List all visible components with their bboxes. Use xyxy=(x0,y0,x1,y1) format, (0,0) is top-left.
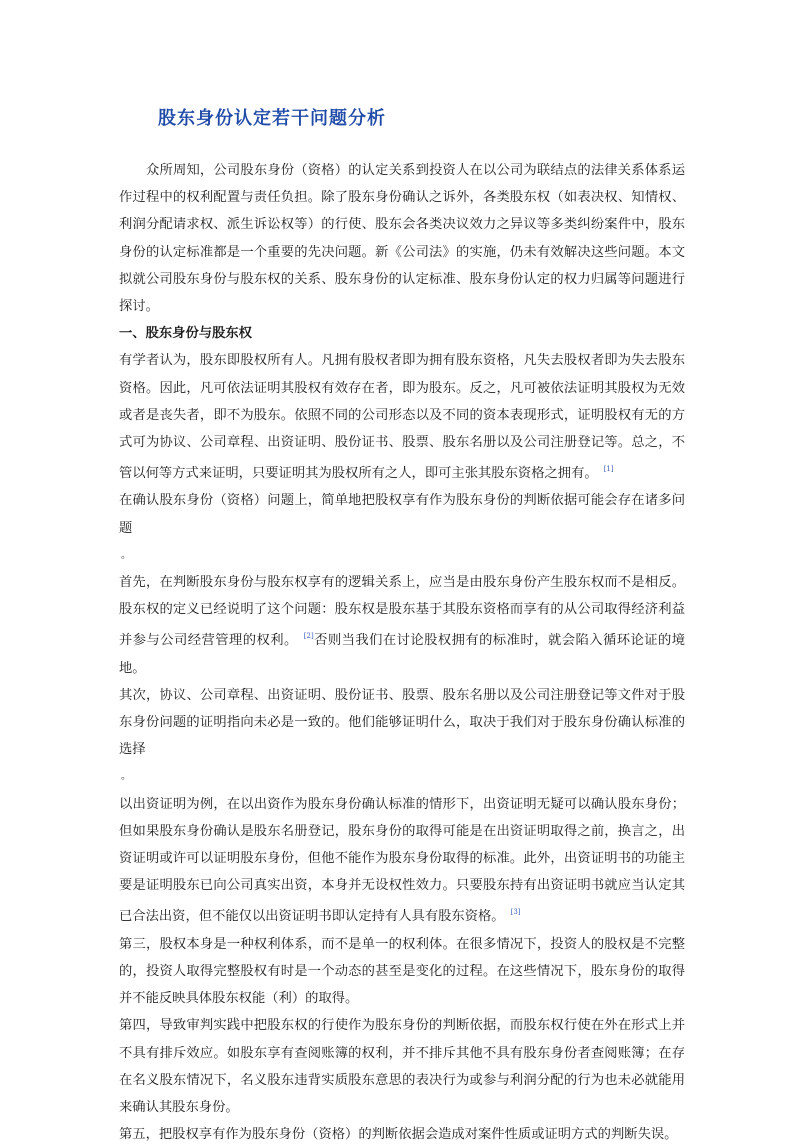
reference-marker-1[interactable]: [1] xyxy=(603,465,614,474)
paragraph-2 xyxy=(119,487,685,569)
intro-paragraph: 众所周知，公司股东身份（资格）的认定关系到投资人在以公司为联结点的法律关系体系运作过程中的权利配置与责任负担。除了股东身份确认之诉外，各类股东权（如表决权、知情权、利润分配请求权、派生诉讼权等）的行使、股东会各类决议效力之异议等多类纠纷案件中，股东身份的认定标准都是一个重要的先决问题。新《公司法》的实施，仍未有效解决这些问题。本文拟就公司股东身份与股东权的关系、股东身份的认定标准、股东身份认定的权力归属等问题进行探讨。 xyxy=(119,163,685,315)
paragraph-1 xyxy=(119,347,685,487)
paragraph-end-mark: 。 xyxy=(121,549,131,561)
paragraph-text: 在确认股东身份（资格）问题上，简单地把股权享有作为股东身份的判断依据可能会存在诸多问题 xyxy=(119,493,685,536)
reference-marker-3[interactable]: [3] xyxy=(510,908,521,917)
paragraph-4 xyxy=(119,682,685,791)
paragraph-text: 其次，协议、公司章程、出资证明、股份证书、股票、股东名册以及公司注册登记等文件对于股东身份问题的证明指向未必是一致的。他们能够证明什么，取决于我们对于股东身份确认标准的选择 xyxy=(119,687,685,758)
paragraph-8: 第五，把股权享有作为股东身份（资格）的判断依据会造成对案件性质或证明方式的判断失误。 xyxy=(119,1127,678,1143)
paragraph-end-mark: 。 xyxy=(121,771,131,783)
paragraph-text: 以出资证明为例，在以出资作为股东身份确认标准的情形下，出资证明无疑可以确认股东身份；但如果股东身份确认是股东名册登记，股东身份的取得可能是在出资证明取得之前，换言之，出资证明或许可以证明股东身份，但他不能作为股东身份取得的标准。此外，出资证明书的功能主要是证明股东已向公司真实出资，本身并无设权性效力。只要股东持有出资证明书就应当认定其已合法出资，但不能仅以出资证明书即认定持有人具有股东资格。 xyxy=(119,796,685,925)
document-title: 股东身份认定若干问题分析 xyxy=(158,108,386,129)
paragraph-text: 有学者认为，股东即股权所有人。凡拥有股权者即为拥有股东资格，凡失去股权者即为失去股东资格。因此，凡可依法证明其股权有效存在者，即为股东。反之，凡可被依法证明其股权为无效或者是丧失者，即不为股东。依照不同的公司形态以及不同的资本表现形式，证明股权有无的方式可为协议、公司章程、出资证明、股份证书、股票、股东名册以及公司注册登记等。总之，不管以何等方式来证明，只要证明其为股权所有之人，即可主张其股东资格之拥有。 xyxy=(119,353,685,482)
paragraph-3 xyxy=(119,569,685,682)
document-body xyxy=(119,157,685,1148)
paragraph-5 xyxy=(119,791,685,931)
section-heading: 一、股东身份与股东权 xyxy=(119,326,252,342)
paragraph-7: 第四，导致审判实践中把股东权的行使作为股东身份的判断依据，而股东权行使在外在形式上并不具有排斥效应。如股东享有查阅账簿的权利，并不排斥其他不具有股东身份者查阅账簿；在存在名义股东情况下，名义股东违背实质股东意思的表决行为或参与利润分配的行为也未必就能用来确认其股东身份。 xyxy=(119,1018,685,1115)
paragraph-text: 首先，在判断股东身份与股东权享有的逻辑关系上，应当是由股东身份产生股东权而不是相反。股东权的定义已经说明了这个问题：股东权是股东基于其股东资格而享有的从公司取得经济利益并参与公司经营管理的权利。 xyxy=(119,575,685,649)
paragraph-text-cont: 否则当我们在讨论股权拥有的标准时，就会陷入循环论证的境地。 xyxy=(119,633,686,676)
reference-marker-2[interactable]: [2] xyxy=(303,632,314,641)
paragraph-6: 第三，股权本身是一种权利体系，而不是单一的权利体。在很多情况下，投资人的股权是不完整的，投资人取得完整股权有时是一个动态的甚至是变化的过程。在这些情况下，股东身份的取得并不能反映具体股东权能（利）的取得。 xyxy=(119,936,685,1007)
